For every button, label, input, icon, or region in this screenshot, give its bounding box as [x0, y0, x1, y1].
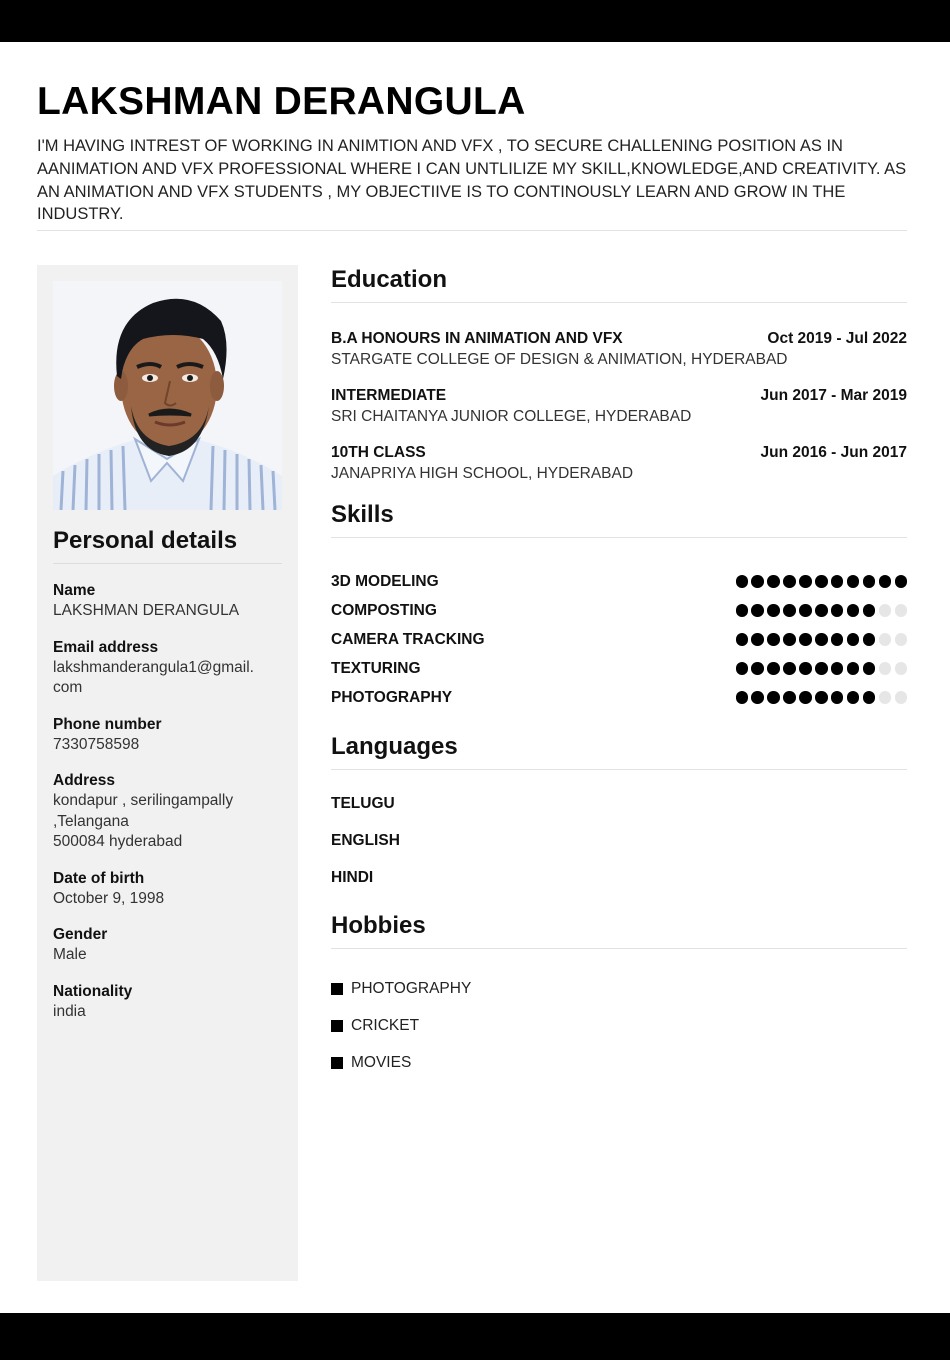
rating-dot-filled — [815, 662, 828, 675]
skill-rating — [736, 691, 907, 704]
detail-value: Male — [53, 946, 87, 963]
skill-rating — [736, 662, 907, 675]
education-degree: B.A HONOURS IN ANIMATION AND VFX — [331, 330, 623, 347]
detail-label: Email address — [53, 638, 159, 656]
rating-dot-empty — [895, 633, 908, 646]
rating-dot-filled — [736, 662, 749, 675]
education-date: Jun 2016 - Jun 2017 — [760, 444, 907, 461]
education-list — [331, 329, 907, 484]
rating-dot-filled — [847, 691, 860, 704]
hobbies-divider — [331, 948, 907, 949]
detail-label: Nationality — [53, 982, 133, 1000]
language-item: ENGLISH — [331, 832, 400, 849]
detail-value: October 9, 1998 — [53, 889, 165, 907]
rating-dot-filled — [767, 575, 780, 588]
header-divider — [37, 230, 907, 231]
rating-dot-filled — [751, 575, 764, 588]
skill-name: PHOTOGRAPHY — [331, 688, 453, 706]
resume-page — [0, 42, 950, 1313]
rating-dot-filled — [736, 604, 749, 617]
rating-dot-filled — [799, 662, 812, 675]
skill-name: TEXTURING — [331, 659, 421, 677]
rating-dot-filled — [751, 604, 764, 617]
rating-dot-filled — [751, 633, 764, 646]
personal-detail-gender — [53, 925, 282, 966]
education-school: SRI CHAITANYA JUNIOR COLLEGE, HYDERABAD — [331, 408, 692, 425]
rating-dot-filled — [831, 662, 844, 675]
education-school: JANAPRIYA HIGH SCHOOL, HYDERABAD — [331, 465, 634, 482]
rating-dot-filled — [767, 662, 780, 675]
detail-value: india — [53, 1002, 86, 1020]
rating-dot-filled — [895, 575, 908, 588]
detail-value: LAKSHMAN DERANGULA — [53, 602, 240, 619]
hobby-item — [331, 970, 907, 1007]
skill-name: 3D MODELING — [331, 572, 439, 590]
skills-divider — [331, 537, 907, 538]
career-objective: I'M HAVING INTREST OF WORKING IN ANIMTION AND VFX , TO SECURE CHALLENING POSITION AS IN AANIMATION AND VFX PROFESSIONAL WHERE I CAN UNTLILIZE MY SKILL,KNOWLEDGE,AND CREATIVITY. AS AN ANIMATION AND VFX STUDENTS , MY OBJECTIIVE IS TO CONTINOUSLY LEARN AND GROW IN THE INDUSTRY. — [37, 137, 907, 224]
rating-dot-filled — [847, 575, 860, 588]
personal-details-list — [53, 581, 282, 1038]
personal-detail-name — [53, 581, 282, 622]
education-divider — [331, 302, 907, 303]
rating-dot-filled — [815, 691, 828, 704]
rating-dot-empty — [879, 633, 892, 646]
education-degree: 10TH CLASS — [331, 444, 426, 461]
rating-dot-empty — [879, 691, 892, 704]
rating-dot-empty — [879, 604, 892, 617]
rating-dot-filled — [799, 633, 812, 646]
rating-dot-filled — [783, 604, 796, 617]
rating-dot-filled — [847, 633, 860, 646]
languages-divider — [331, 769, 907, 770]
education-date: Jun 2017 - Mar 2019 — [760, 387, 907, 404]
personal-detail-nationality — [53, 982, 282, 1023]
personal-detail-phone — [53, 715, 282, 756]
hobbies-heading: Hobbies — [331, 912, 426, 939]
detail-value: 7330758598 — [53, 735, 140, 753]
rating-dot-filled — [736, 575, 749, 588]
rating-dot-filled — [847, 662, 860, 675]
hobby-text: MOVIES — [351, 1054, 412, 1071]
rating-dot-filled — [736, 691, 749, 704]
hobbies-list — [331, 970, 907, 1081]
personal-details-heading: Personal details — [53, 527, 238, 554]
rating-dot-filled — [767, 633, 780, 646]
rating-dot-filled — [751, 691, 764, 704]
rating-dot-filled — [799, 604, 812, 617]
skill-rating — [736, 633, 907, 646]
main-content — [331, 265, 907, 1081]
rating-dot-filled — [831, 691, 844, 704]
education-degree: INTERMEDIATE — [331, 387, 447, 404]
square-bullet-icon — [331, 983, 343, 995]
rating-dot-empty — [879, 662, 892, 675]
detail-value: lakshmanderangula1@gmail. com — [53, 658, 254, 696]
skill-name: CAMERA TRACKING — [331, 630, 485, 648]
rating-dot-filled — [751, 662, 764, 675]
rating-dot-filled — [815, 575, 828, 588]
languages-list — [331, 790, 907, 901]
detail-label: Gender — [53, 926, 108, 943]
rating-dot-filled — [783, 633, 796, 646]
rating-dot-filled — [863, 604, 876, 617]
education-date: Oct 2019 - Jul 2022 — [767, 330, 907, 347]
rating-dot-filled — [815, 604, 828, 617]
rating-dot-filled — [799, 575, 812, 588]
rating-dot-filled — [767, 604, 780, 617]
hobby-text: CRICKET — [351, 1017, 420, 1034]
skill-rating — [736, 604, 907, 617]
profile-photo — [53, 281, 282, 510]
education-item — [331, 443, 907, 484]
education-school: STARGATE COLLEGE OF DESIGN & ANIMATION, HYDERABAD — [331, 351, 788, 368]
personal-detail-dob — [53, 869, 282, 910]
personal-detail-email — [53, 638, 282, 699]
detail-label: Phone number — [53, 715, 162, 733]
skill-rating — [736, 575, 907, 588]
rating-dot-filled — [847, 604, 860, 617]
rating-dot-filled — [879, 575, 892, 588]
square-bullet-icon — [331, 1020, 343, 1032]
rating-dot-filled — [831, 604, 844, 617]
languages-heading: Languages — [331, 733, 458, 760]
rating-dot-filled — [815, 633, 828, 646]
rating-dot-empty — [895, 662, 908, 675]
rating-dot-filled — [783, 575, 796, 588]
education-item — [331, 386, 907, 427]
detail-label: Address — [53, 772, 116, 789]
language-item: HINDI — [331, 869, 374, 886]
personal-details-sidebar — [37, 265, 298, 1281]
rating-dot-filled — [783, 691, 796, 704]
candidate-name: LAKSHMAN DERANGULA — [37, 80, 526, 123]
education-heading: Education — [331, 266, 448, 293]
rating-dot-filled — [831, 633, 844, 646]
rating-dot-filled — [799, 691, 812, 704]
skill-item — [331, 679, 907, 716]
rating-dot-filled — [863, 691, 876, 704]
rating-dot-filled — [863, 662, 876, 675]
detail-label: Date of birth — [53, 869, 145, 887]
personal-details-divider — [53, 563, 282, 564]
rating-dot-empty — [895, 604, 908, 617]
hobby-item — [331, 1007, 907, 1044]
personal-detail-address — [53, 771, 282, 853]
rating-dot-filled — [863, 575, 876, 588]
education-item — [331, 329, 907, 370]
skills-list — [331, 563, 907, 716]
rating-dot-filled — [831, 575, 844, 588]
skills-heading: Skills — [331, 501, 394, 528]
rating-dot-filled — [736, 633, 749, 646]
rating-dot-filled — [767, 691, 780, 704]
detail-value: kondapur , serilingampally ,Telangana 500084 hyderabad — [53, 792, 234, 850]
language-item: TELUGU — [331, 795, 395, 812]
rating-dot-empty — [895, 691, 908, 704]
rating-dot-filled — [863, 633, 876, 646]
square-bullet-icon — [331, 1057, 343, 1069]
hobby-text: PHOTOGRAPHY — [351, 980, 472, 997]
detail-label: Name — [53, 582, 96, 599]
skill-name: COMPOSTING — [331, 601, 437, 619]
rating-dot-filled — [783, 662, 796, 675]
hobby-item — [331, 1044, 907, 1081]
